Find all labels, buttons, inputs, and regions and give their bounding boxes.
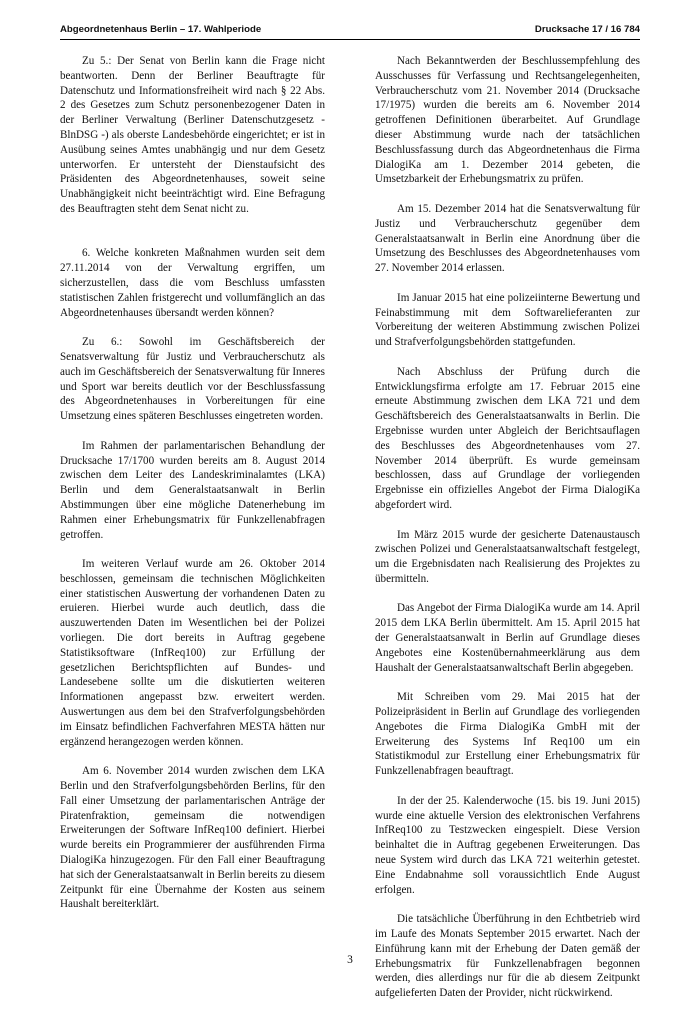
body-paragraph: Nach Bekanntwerden der Beschlussempfehlung des Ausschusses für Verfassung und Rechtsangelegenheiten, Verbraucherschutz vom 21. November 2014 (Drucksache 17/1975) wurden die bereits am 6. November 2014 getroffenen Definitionen überarbeitet. Auf Grundlage dieser Abstimmung wurde nach der tatsächlichen Beschlussfassung durch das Abgeordnetenhaus die Firma DialogiKa am 1. Dezember 2014 gebeten, die Umsetzbarkeit der Erhebungsmatrix zu prüfen. bbox=[375, 55, 640, 186]
question-6-paragraph: 6. Welche konkreten Maßnahmen wurden seit dem 27.11.2014 von der Verwaltung ergriffen, um sicherzustellen, dass die vom Beschluss umfassten statistischen Zahlen fristgerecht und vollumfänglich an das Abgeordnetenhauses übersandt werden können? bbox=[60, 247, 325, 319]
header-rule bbox=[60, 39, 640, 40]
answer-5-paragraph: Zu 5.: Der Senat von Berlin kann die Frage nicht beantworten. Denn der Berliner Beauftragte für Datenschutz und Informationsfreiheit wird nach § 22 Abs. 2 des Gesetzes zum Schutz personenbezogener Daten in der Berliner Verwaltung (Berliner Datenschutzgesetz - BlnDSG -) als oberste Landesbehörde eingerichtet; er ist in Ausübung seines Amtes unabhängig und nur dem Gesetz unterworfen. Er untersteht der Dienstaufsicht des Präsidenten des Abgeordnetenhauses, soweit seine Unabhängigkeit nicht beeinträchtigt wird. Eine Befragung des Beauftragten steht dem Senat nicht zu. bbox=[60, 55, 325, 215]
body-paragraph: Im Januar 2015 hat eine polizeiinterne Bewertung und Feinabstimmung mit dem Softwarelieferanten zur Vorbereitung der weiteren Abstimmung zwischen Polizei und Strafverfolgungsbehörden stattgefunden. bbox=[375, 291, 640, 349]
body-paragraph: Im Rahmen der parlamentarischen Behandlung der Drucksache 17/1700 wurden bereits am 8. August 2014 zwischen dem Leiter des Landeskriminalamtes (LKA) Berlin und dem Generalstaatsanwalt in Berlin Abstimmungen über eine mögliche Datenerhebung im Rahmen einer Erhebungsmatrix für Funkzellenabfragen getroffen. bbox=[60, 439, 325, 541]
body-paragraph: Im März 2015 wurde der gesicherte Datenaustausch zwischen Polizei und Generalstaatsanwaltschaft festgelegt, um die Ergebnisdaten nach Realisierung des Projektes zu übermitteln. bbox=[375, 528, 640, 585]
left-column bbox=[60, 54, 325, 927]
body-paragraph: In der der 25. Kalenderwoche (15. bis 19. Juni 2015) wurde eine aktuelle Version des elektronischen Verfahrens InfReq100 zu Testzwecken eingespielt. Diese Version beinhaltet die in Auftrag gegebenen Erweiterungen. Das neue System wird durch das LKA 721 weiterhin getestet. Eine Endabnahme soll voraussichtlich Ende August erfolgen. bbox=[375, 794, 640, 896]
answer-6-paragraph: Zu 6.: Sowohl im Geschäftsbereich der Senatsverwaltung für Justiz und Verbraucherschutz als auch im Geschäftsbereich der Senatsverwaltung für Inneres und Sport war bereits deutlich vor der Beschlussfassung des Abgeordnetenhauses in Vorbereitungen für eine Umsetzung eines späteren Beschlusses eingetreten worden. bbox=[60, 336, 325, 423]
body-paragraph: Im weiteren Verlauf wurde am 26. Oktober 2014 beschlossen, gemeinsam die technischen Möglichkeiten einer statistischen Auswertung der vorhandenen Daten zu eruieren. Hierbei wurde auch deutlich, dass die auszuwertenden Daten im Wesentlichen bei der Polizei vorliegen. Die dort bereits in Auftrag gegebene Statistiksoftware (InfReq100) zur Erfüllung der gesetzlichen Berichtspflichten auf Bundes- und Landesebene sollte um die diskutierten weiteren Informationen angepasst bzw. erweitert werden. Auswertungen aus dem bei den Strafverfolgungsbehörden im Einsatz befindlichen Fachverfahren MESTA hätten nur ergänzend herangezogen werden können. bbox=[60, 558, 325, 748]
page-header bbox=[60, 24, 640, 38]
body-paragraph: Nach Abschluss der Prüfung durch die Entwicklungsfirma erfolgte am 17. Februar 2015 eine erneute Abstimmung zwischen dem LKA 721 und dem Geschäftsbereich des Generalstaatsanwalts in Berlin. Die Ergebnisse wurden unter Abgleich der Berichtsauflagen des Beschlusses des Abgeordnetenhauses vom 27. November 2014 überprüft. Es wurde gemeinsam beschlossen, dass auf Grundlage der vorliegenden Ergebnisse ein offizielles Angebot der Firma DialogiKa abgefordert wird. bbox=[375, 365, 640, 511]
page-number: 3 bbox=[347, 954, 353, 966]
body-paragraph: Mit Schreiben vom 29. Mai 2015 hat der Polizeipräsident in Berlin auf Grundlage des vorliegenden Angebotes die Firma DialogiKa GmbH mit der Erweiterung des Systems Inf Req100 um ein Statistikmodul zur Erstellung einer Erhebungsmatrix für Funkzellenabfragen beauftragt. bbox=[375, 691, 640, 778]
body-paragraph: Am 15. Dezember 2014 hat die Senatsverwaltung für Justiz und Verbraucherschutz gegenüber dem Generalstaatsanwalt in Berlin eine Anordnung über die Umsetzung des Beschlusses des Abgeordnetenhauses vom 27. November 2014 erlassen. bbox=[375, 202, 640, 275]
header-document-number: Drucksache 17 / 16 784 bbox=[534, 24, 640, 35]
body-paragraph: Das Angebot der Firma DialogiKa wurde am 14. April 2015 dem LKA Berlin übermittelt. Am 15. April 2015 hat der Generalstaatsanwalt in Berlin auf Grundlage dieses Angebotes eine Kostenübernahmeerklärung aus dem Haushalt der Generalstaatsanwaltschaft Berlin abgegeben. bbox=[375, 602, 640, 674]
right-column bbox=[375, 54, 640, 1016]
body-paragraph: Die tatsächliche Überführung in den Echtbetrieb wird im Laufe des Monats September 2015 erwartet. Nach der Einführung kann mit der Erhebung der Daten gemäß der Erhebungsmatrix für Funkzellenabfragen begonnen werden, dies allerdings nur für die ab diesem Zeitpunkt aufgelieferten Daten der Provider, nicht rückwirkend. bbox=[375, 913, 640, 1000]
body-paragraph: Am 6. November 2014 wurden zwischen dem LKA Berlin und den Strafverfolgungsbehörden Berlins, für den Fall einer Umsetzung der parlamentarischen Anträge der Piratenfraktion, gemeinsam die notwendigen Erweiterungen der Software InfReq100 definiert. Hierbei wurde bereits ein Programmierer der ausführenden Firma DialogiKa hinzugezogen. Für den Fall einer Beauftragung hat sich der Generalstaatsanwalt in Berlin bereits zu diesem Zeitpunkt für eine Übernahme der Kosten aus seinem Haushalt bereiterklärt. bbox=[60, 765, 325, 911]
header-parliament: Abgeordnetenhaus Berlin – 17. Wahlperiode bbox=[60, 24, 262, 35]
